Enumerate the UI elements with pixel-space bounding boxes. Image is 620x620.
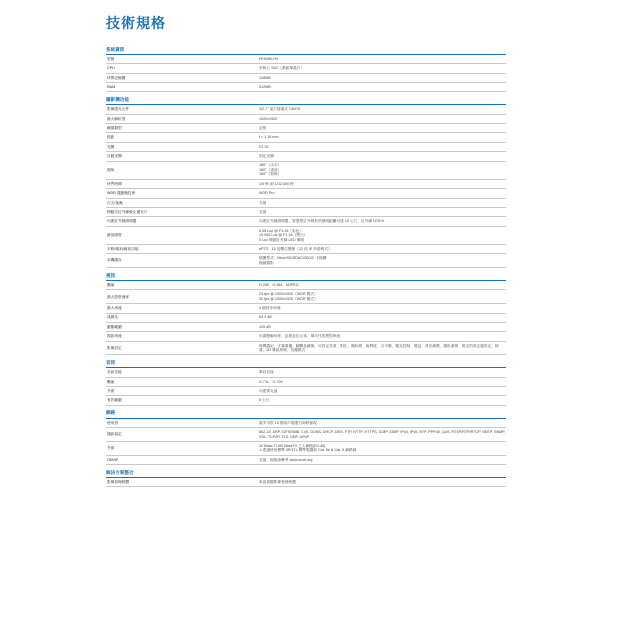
spec-value: 來賓視圖影像管理軟體	[259, 479, 296, 484]
spec-value: 1/5 秒 到 1/32,000 秒	[259, 181, 294, 186]
spec-label: 視訊串流	[107, 334, 122, 339]
section-heading: 攝影機功能	[106, 94, 506, 105]
spec-label: 自動光圈	[107, 154, 122, 159]
spec-label: 光圈	[107, 144, 115, 149]
spec-label: 介面	[107, 389, 115, 394]
spec-value: 時間戳記、字幕重疊、翻轉及鏡像，可設定亮度、對比、飽和度、銳利度、白平衡、曝光控制、增益、背光補償、隱私遮罩、排定的設定檔設定、除霧、3D 雜訊抑制、長曝模式	[259, 343, 499, 353]
spec-row	[106, 133, 506, 142]
spec-label: 訊雜比	[107, 315, 119, 320]
spec-row	[106, 387, 506, 396]
spec-row	[106, 456, 506, 465]
spec-label: 焦距	[107, 135, 115, 140]
spec-label: 快閃記憶體	[107, 75, 126, 80]
spec-label: 本機儲存	[107, 258, 122, 263]
spec-value: 單向音訊	[259, 370, 274, 375]
spec-value: 可調整解析度、品質及位元率，單次代智慧型串流	[259, 334, 341, 339]
spec-row	[106, 323, 506, 332]
spec-value: 多核心 SoC（系統單晶片）	[259, 66, 305, 71]
spec-row	[106, 442, 506, 456]
spec-label: 通訊協定	[107, 432, 122, 437]
spec-label: 有效範圍	[107, 398, 122, 403]
spec-row	[106, 396, 506, 405]
spec-value: 802.1X, ARP, CIFS/SMB, CoS, DDNS, DHCP, DNS, FTP, HTTP, HTTPS, ICMP, IGMP, IPv4, IPv6, NTP, PPPoE, QoS, RTSP/RTP/RTCP, SMTP, SNMP, SSL, TCP/IP, TLS, UDP, UPnP	[259, 430, 506, 439]
spec-sheet	[106, 42, 506, 487]
section-heading: 視訊	[106, 270, 506, 281]
spec-value: 定焦	[259, 125, 267, 130]
spec-label: RAM	[107, 84, 116, 89]
spec-label: 動態範圍	[107, 324, 122, 329]
spec-value: 24 fps @ 1920x1920（WDR 模式） 30 fps @ 1920x1920（WDR 模式）	[259, 292, 318, 301]
spec-value: 180°（水平） 180°（垂直） 180°（對角）	[259, 163, 282, 177]
spec-label: WDR 寬動態技術	[107, 191, 136, 196]
spec-label: 平移/傾斜/縮放功能	[107, 246, 139, 251]
spec-label: CPU	[107, 66, 115, 71]
spec-row	[106, 55, 506, 64]
spec-label: 最大串流	[107, 306, 122, 311]
spec-row	[106, 152, 506, 161]
spec-value: F2.25	[259, 144, 269, 149]
spec-label: 移動式紅外線截止濾光片	[107, 209, 148, 214]
spec-row	[106, 342, 506, 356]
spec-row	[106, 83, 506, 92]
spec-value: 固定光圈	[259, 154, 274, 159]
spec-label: 使用者	[107, 420, 119, 425]
spec-label: 鏡頭類型	[107, 125, 122, 130]
page-title: 技術規格	[106, 15, 166, 31]
spec-value: 63.3 dB	[259, 315, 272, 320]
spec-label: 影像設定	[107, 345, 122, 350]
spec-value: 512MB	[259, 84, 271, 89]
spec-value: 插槽型式：MicroSD/SDHC/SDXC 卡插槽 無縫錄影	[259, 256, 327, 265]
spec-value: 最多可供 10 個用戶端進行即時檢視	[259, 420, 317, 425]
spec-row	[106, 290, 506, 304]
spec-row	[106, 332, 506, 341]
spec-value: 1/2.7" 逐行掃描式 CMOS	[259, 107, 301, 112]
spec-value: 支援	[259, 209, 267, 214]
spec-value: 支援	[259, 200, 267, 205]
spec-row	[106, 314, 506, 323]
spec-label: 視角	[107, 167, 115, 172]
spec-label: 內建紅外線照明器	[107, 219, 137, 224]
spec-row	[106, 428, 506, 442]
spec-label: 最大解析度	[107, 116, 126, 121]
spec-row	[106, 189, 506, 198]
spec-row	[106, 124, 506, 133]
spec-value: 內建紅外線照明器，智慧型紅外線有效照明距離可達 10 公尺，紅外線 LED*4	[259, 219, 384, 224]
spec-row	[106, 227, 506, 245]
spec-value: 5 公尺	[259, 398, 270, 403]
spec-label: 型號	[107, 56, 115, 61]
spec-row	[106, 368, 506, 377]
spec-value: 10 Base-T/100 BaseTX 乙太網路(RJ-45) ＊建議使用標準 3P/3TL 標準電纜如 Cat. 5e & Cat. 6 網路線	[259, 443, 357, 453]
spec-row	[106, 74, 506, 83]
spec-row	[106, 143, 506, 152]
spec-label: 介面	[107, 446, 115, 451]
spec-value: f = 1.16 mm	[259, 135, 279, 140]
spec-value: WDR Pro	[259, 191, 275, 196]
spec-row	[106, 180, 506, 189]
spec-value: 內建麥克風	[259, 389, 278, 394]
section-heading: 音訊	[106, 357, 506, 368]
section-heading: 網路	[106, 407, 506, 418]
spec-value: H.265、H.264、MJPEG	[259, 282, 299, 287]
spec-value: 4 個同步串流	[259, 306, 281, 311]
spec-value: 1920x1920	[259, 116, 278, 121]
spec-row	[106, 64, 506, 73]
spec-label: 最低照度	[107, 233, 122, 238]
spec-row	[106, 304, 506, 313]
spec-label: 快門時間	[107, 181, 122, 186]
spec-label: 白天/夜晚	[107, 200, 123, 205]
spec-row	[106, 254, 506, 268]
spec-value: 128MB	[259, 75, 271, 80]
spec-label: 壓縮	[107, 282, 115, 287]
spec-row	[106, 419, 506, 428]
spec-label: 壓縮	[107, 379, 115, 384]
section-heading: 系統資訊	[106, 44, 506, 55]
spec-row	[106, 217, 506, 226]
spec-value: 120 dB	[259, 324, 271, 329]
section-heading: 解決方案整合	[106, 467, 506, 478]
spec-label: 影像管理軟體	[107, 479, 130, 484]
spec-row	[106, 281, 506, 290]
spec-row	[106, 378, 506, 387]
spec-label: 影像感光元件	[107, 107, 130, 112]
spec-row	[106, 162, 506, 180]
spec-row	[106, 245, 506, 254]
spec-row	[106, 478, 506, 487]
spec-value: 支援，規格請參考 www.onvif.org	[259, 457, 313, 462]
spec-label: 音訊功能	[107, 370, 122, 375]
spec-value: FE9380-HV	[259, 56, 279, 61]
spec-label: 最大影格速率	[107, 294, 130, 299]
spec-value: 0.05 Lux @ F1.16（彩色） <0.005 Lux @ F1.16（黑白） 0 Lux 開啟紅外線 LED 照明	[259, 228, 308, 242]
spec-row	[106, 208, 506, 217]
spec-row	[106, 115, 506, 124]
spec-label: ONVIF	[107, 457, 119, 462]
spec-value: ePTZ：12 倍數位變焦（12 倍 IE 外掛程式）	[259, 246, 332, 251]
spec-row	[106, 199, 506, 208]
spec-row	[106, 105, 506, 114]
spec-value: G.711、G.726	[259, 379, 283, 384]
